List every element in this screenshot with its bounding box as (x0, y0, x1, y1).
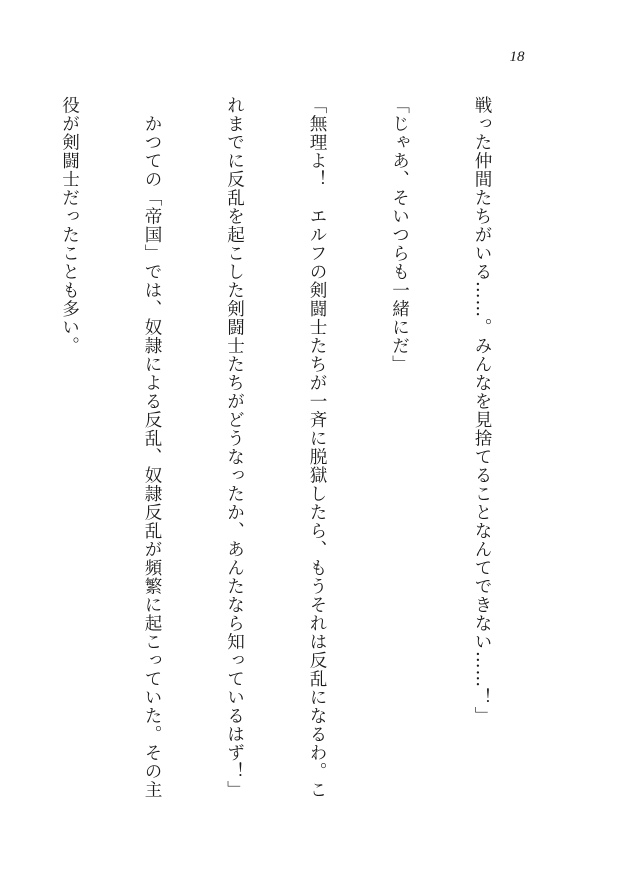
vertical-text-body (60, 96, 550, 856)
text-line: 役が剣闘士だったことも多い。 (59, 96, 80, 355)
text-line: 「無理よ！ エルフの剣闘士たちが一斉に脱獄したら、もうそれは反乱になるわ。こ (307, 96, 327, 799)
text-line: 「じゃあ、そいつらも一緒にだ」 (389, 96, 410, 374)
text-line: 戦った仲間たちがいる……。みんなを見捨てることなんてできない……！」 (472, 96, 492, 725)
page-number: 18 (509, 49, 525, 65)
text-line: れまでに反乱を起こした剣闘士たちがどうなったか、あんたなら知っているはず！」 (224, 96, 245, 799)
text-line: かつての「帝国」では、奴隷による反乱、奴隷反乱が頻繁に起こっていた。その主 (142, 96, 162, 799)
